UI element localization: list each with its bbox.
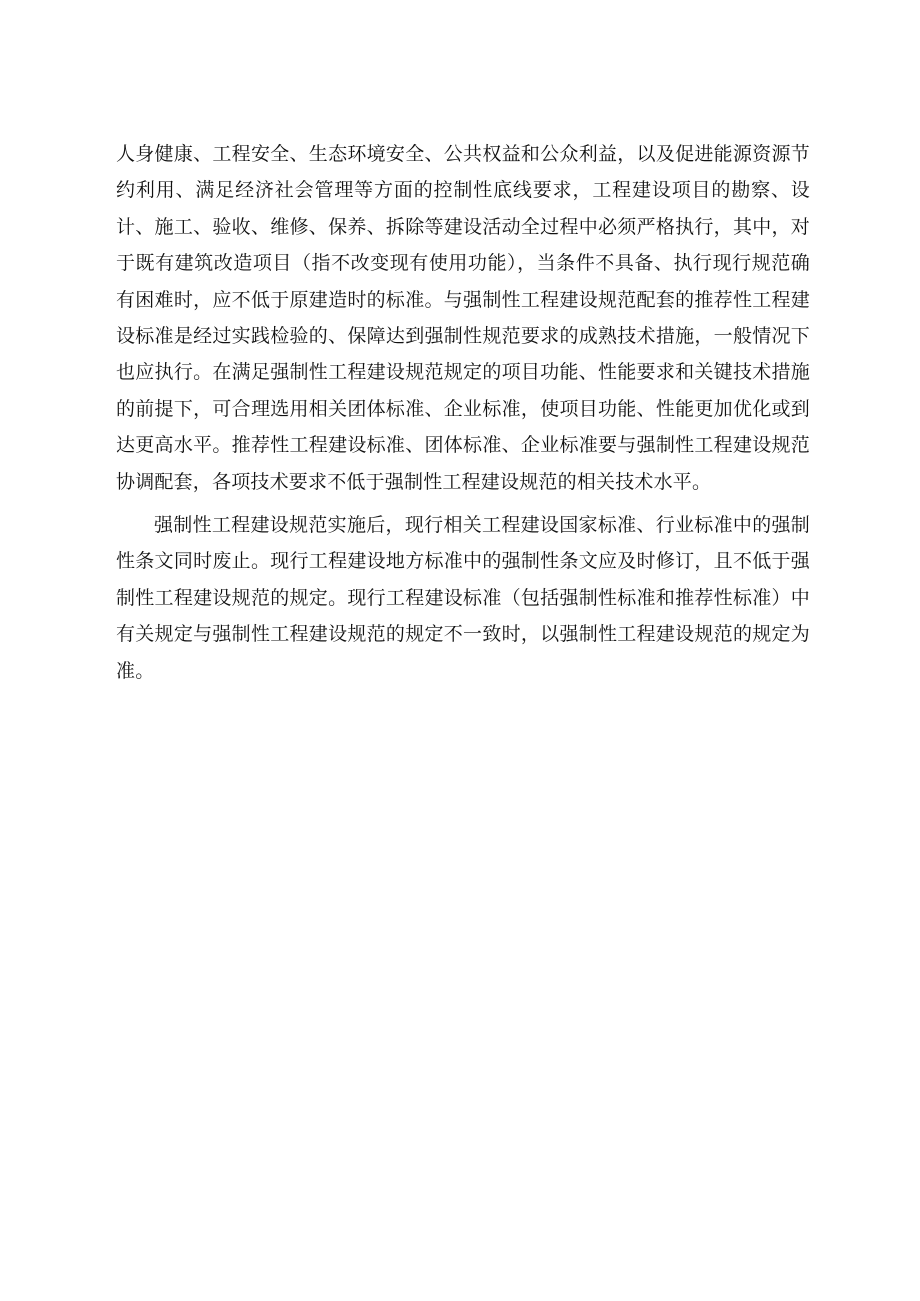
document-body: [116, 136, 810, 689]
paragraph-1: 人身健康、工程安全、生态环境安全、公共权益和公众利益，以及促进能源资源节约利用、满足经济社会管理等方面的控制性底线要求，工程建设项目的勘察、设计、施工、验收、维修、保养、拆除等建设活动全过程中必须严格执行，其中，对于既有建筑改造项目（指不改变现有使用功能），当条件不具备、执行现行规范确有困难时，应不低于原建造时的标准。与强制性工程建设规范配套的推荐性工程建设标准是经过实践检验的、保障达到强制性规范要求的成熟技术措施，一般情况下也应执行。在满足强制性工程建设规范规定的项目功能、性能要求和关键技术措施的前提下，可合理选用相关团体标准、企业标准，使项目功能、性能更加优化或到达更高水平。推荐性工程建设标准、团体标准、企业标准要与强制性工程建设规范协调配套，各项技术要求不低于强制性工程建设规范的相关技术水平。: [116, 143, 810, 493]
paragraph-2: 强制性工程建设规范实施后，现行相关工程建设国家标准、行业标准中的强制性条文同时废止。现行工程建设地方标准中的强制性条文应及时修订，且不低于强制性工程建设规范的规定。现行工程建设标准（包括强制性标准和推荐性标准）中有关规定与强制性工程建设规范的规定不一致时，以强制性工程建设规范的规定为准。: [116, 514, 810, 682]
